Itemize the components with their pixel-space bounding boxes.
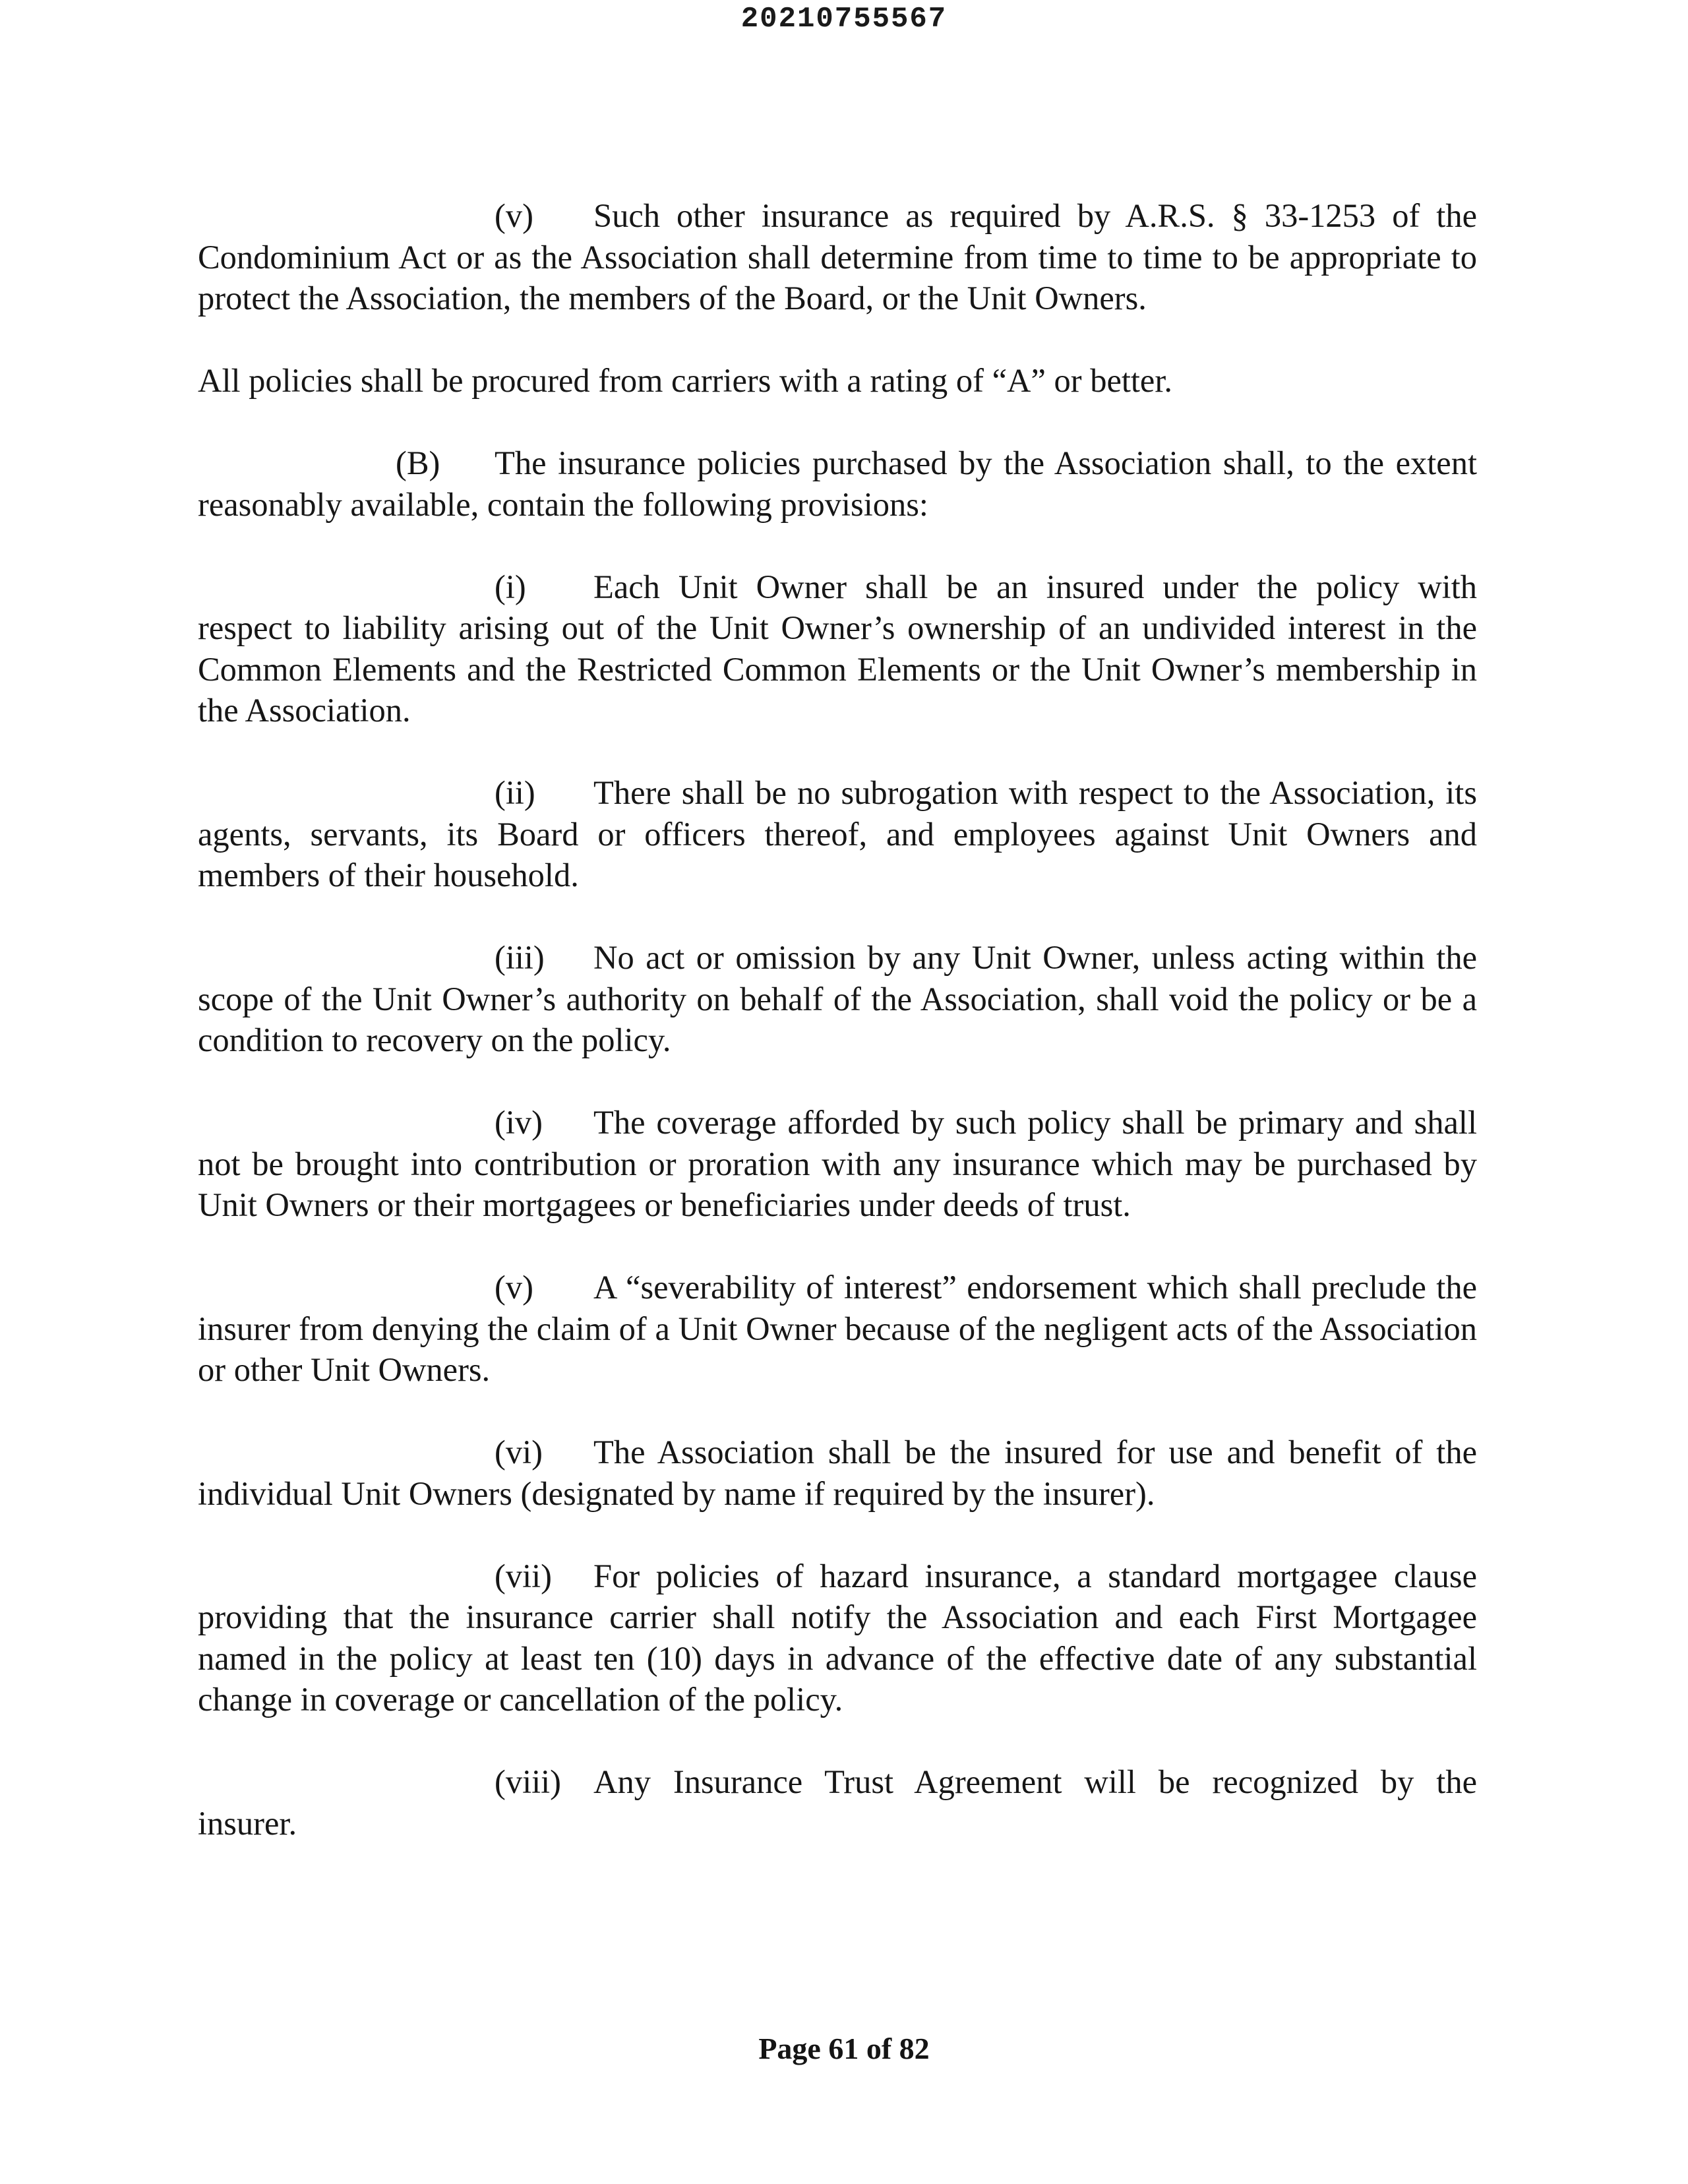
paragraph-number: (viii)	[495, 1763, 561, 1800]
paragraph-number: (B)	[396, 444, 440, 481]
paragraph-text: No act or omission by any Unit Owner, unless acting within the scope of the Unit Owner’s authority on behalf of the Association, shall void the policy or be a condition to recovery on the policy.	[198, 939, 1477, 1058]
paragraph-number: (vii)	[495, 1557, 552, 1594]
document-number: 20210755567	[740, 3, 948, 36]
paragraph-number: (v)	[495, 197, 533, 234]
paragraph-text: A “severability of interest” endorsement which shall preclude the insurer from denying the claim of a Unit Owner because of the negligent acts of the Association or other Unit Owners.	[198, 1269, 1477, 1388]
paragraph-v-severability	[198, 1267, 1477, 1391]
paragraph-text: Any Insurance Trust Agreement will be recognized by the	[593, 1763, 1477, 1800]
paragraph-v-other-insurance	[198, 195, 1477, 319]
paragraph-number: (iii)	[495, 939, 545, 976]
paragraph-number: (iv)	[495, 1104, 543, 1141]
paragraph-ii-subrogation	[198, 772, 1477, 896]
paragraph-iii-no-act	[198, 937, 1477, 1061]
paragraph-viii-trust-agreement	[198, 1761, 1477, 1844]
paragraph-text: Each Unit Owner shall be an insured under the policy with respect to liability arising out of the Unit Owner’s ownership of an undivided interest in the Common Elements and the Restricted Common Elements or the Unit Owner’s membership in the Association.	[198, 568, 1477, 729]
paragraph-number: (vi)	[495, 1434, 543, 1471]
paragraph-text: The Association shall be the insured for use and benefit of the individual Unit Owners (designated by name if required by the insurer).	[198, 1434, 1477, 1512]
paragraph-carrier-rating	[198, 360, 1477, 402]
paragraph-text: The coverage afforded by such policy shall be primary and shall not be brought into contribution or proration with any insurance which may be purchased by Unit Owners or their mortgagees or beneficiaries under deeds of trust.	[198, 1104, 1477, 1223]
paragraph-first-line	[198, 1761, 1477, 1803]
paragraph-number: (ii)	[495, 774, 535, 811]
paragraph-vi-insured-use	[198, 1432, 1477, 1514]
document-body	[198, 195, 1477, 1844]
paragraph-b-provisions	[198, 442, 1477, 525]
paragraph-text: All policies shall be procured from carriers with a rating of “A” or better.	[198, 362, 1172, 399]
paragraph-text: Such other insurance as required by A.R.S. § 33-1253 of the Condominium Act or as the Association shall determine from time to time to be appropriate to protect the Association, the members of the Board, or the Unit Owners.	[198, 197, 1477, 317]
paragraph-i-insured	[198, 566, 1477, 731]
paragraph-number: (v)	[495, 1269, 533, 1306]
paragraph-text: There shall be no subrogation with respect to the Association, its agents, servants, its Board or officers thereof, and employees against Unit Owners and members of their household.	[198, 774, 1477, 894]
paragraph-tail: insurer.	[198, 1804, 297, 1842]
paragraph-number: (i)	[495, 568, 526, 605]
paragraph-iv-coverage	[198, 1102, 1477, 1226]
page-number: Page 61 of 82	[758, 2032, 930, 2065]
paragraph-text: The insurance policies purchased by the Association shall, to the extent reasonably available, contain the following provisions:	[198, 444, 1477, 523]
paragraph-vii-mortgagee-clause	[198, 1556, 1477, 1720]
paragraph-text: For policies of hazard insurance, a standard mortgagee clause providing that the insurance carrier shall notify the Association and each First Mortgagee named in the policy at least ten (10) days in advance of the effective date of any substantial change in coverage or cancellation of the policy.	[198, 1557, 1477, 1718]
